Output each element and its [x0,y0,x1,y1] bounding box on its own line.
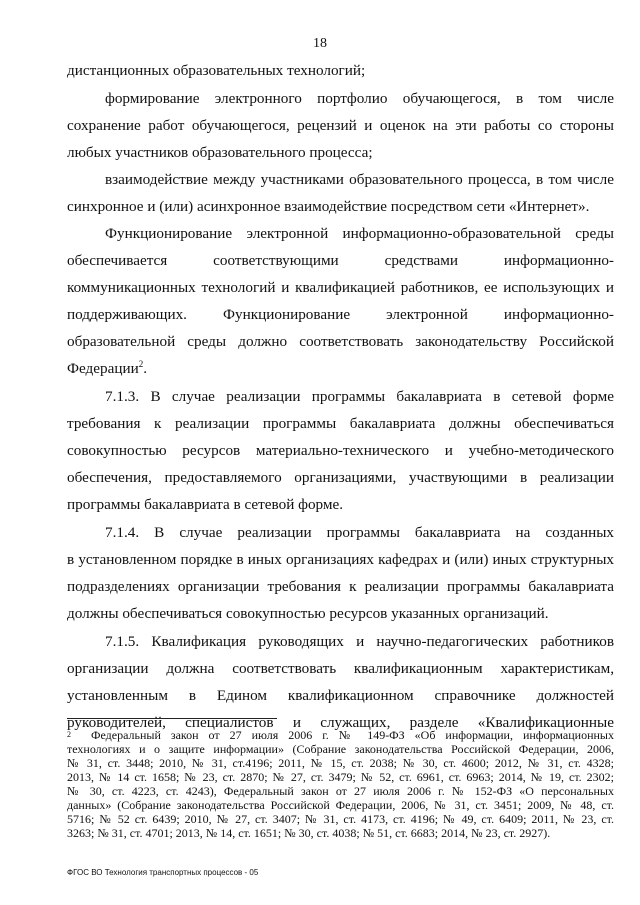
footnote-marker: 2 [67,730,71,739]
text-line: в установленном порядке в иных организациях кафедрах и (или) иных структурных [67,551,614,568]
text-line: взаимодействие между участниками образовательного процесса, в том числе [105,171,614,188]
footnote-line: № 30, ст. 4223, ст. 4243), Федеральный закон от 27 июля 2006 г. № 152-ФЗ «О персональных [67,784,614,798]
text-line: сохранение работ обучающегося, рецензий и оценок на эти работы со стороны [67,117,614,134]
footnote-reference: 2 [138,358,144,369]
footnote-line: № 31, ст. 3448; 2010, № 31, ст.4196; 2011, № 15, ст. 2038; № 30, ст. 4600; 2012, № 31, ст. 4328; [67,756,614,770]
text-line: 7.1.5. Квалификация руководящих и научно-педагогических работников [105,633,614,650]
text-line: образовательной среды должно соответствовать законодательству Российской [67,333,614,350]
text-line: должны обеспечиваться совокупностью ресурсов указанных организаций. [67,605,549,622]
document-footer: ФГОС ВО Технология транспортных процессов - 05 [67,868,259,877]
text-line: формирование электронного портфолио обучающегося, в том числе [105,90,614,107]
footnote-line [67,728,614,742]
footnote-line: 3263; № 31, ст. 4701; 2013, № 14, ст. 1651; № 30, ст. 4038; № 51, ст. 6683; 2014, № 23, ст. 2927). [67,826,551,840]
text-line: дистанционных образовательных технологий; [67,62,366,79]
footnote-divider [67,718,277,719]
text-line: руководителей, специалистов и служащих, разделе «Квалификационные [67,714,614,731]
footnote-line: 2013, № 14 ст. 1658; № 23, ст. 2870; № 27, ст. 3479; № 52, ст. 6961, ст. 6963; 2014, № 19, ст. 2302; [67,770,614,784]
text-line: обеспечения, предоставляемого организациями, участвующими в реализации [67,469,614,486]
text-line: синхронное и (или) асинхронное взаимодействие посредством сети «Интернет». [67,198,590,215]
footnote-line: данных» (Собрание законодательства Российской Федерации, 2006, № 31, ст. 3451; 2009, № 48, ст. [67,798,614,812]
text-line: Федерации$^2$. [67,358,148,377]
text-line: подразделениях организации требования к реализации программы бакалавриата [67,578,614,595]
text-line: 7.1.3. В случае реализации программы бакалавриата в сетевой форме [105,388,614,405]
text-line: обеспечивается соответствующими средствами информационно- [67,252,614,269]
text-line: программы бакалавриата в сетевой форме. [67,496,344,513]
text-line: поддерживающих. Функционирование электронной информационно- [67,306,614,323]
footnote-line: технологиях и о защите информации» (Собрание законодательства Российской Федерации, 2006, [67,742,614,756]
text-line: совокупностью ресурсов материально-технического и учебно-методического [67,442,614,459]
text-line: установленным в Едином квалификационном справочнике должностей [67,687,614,704]
footnote-text: Федеральный закон от 27 июля 2006 г. № 149-ФЗ «Об информации, информационных [90,728,614,742]
text-fragment: Федерации [67,360,139,377]
page-number: 18 [313,36,327,51]
footnote-line: 5716; № 52 ст. 6439; 2010, № 27, ст. 3407; № 31, ст. 4173, ст. 4196; № 49, ст. 6409; 2011, № 23, ст. [67,812,614,826]
text-line: коммуникационных технологий и квалификацией работников, ее использующих и [67,279,614,296]
text-line: организации должна соответствовать квалификационным характеристикам, [67,660,614,677]
text-line: 7.1.4. В случае реализации программы бакалавриата на созданных [105,524,614,541]
text-line: любых участников образовательного процесса; [67,144,373,161]
text-line: Функционирование электронной информационно-образовательной среды [105,225,614,242]
text-line: требования к реализации программы бакалавриата должны обеспечиваться [67,415,614,432]
